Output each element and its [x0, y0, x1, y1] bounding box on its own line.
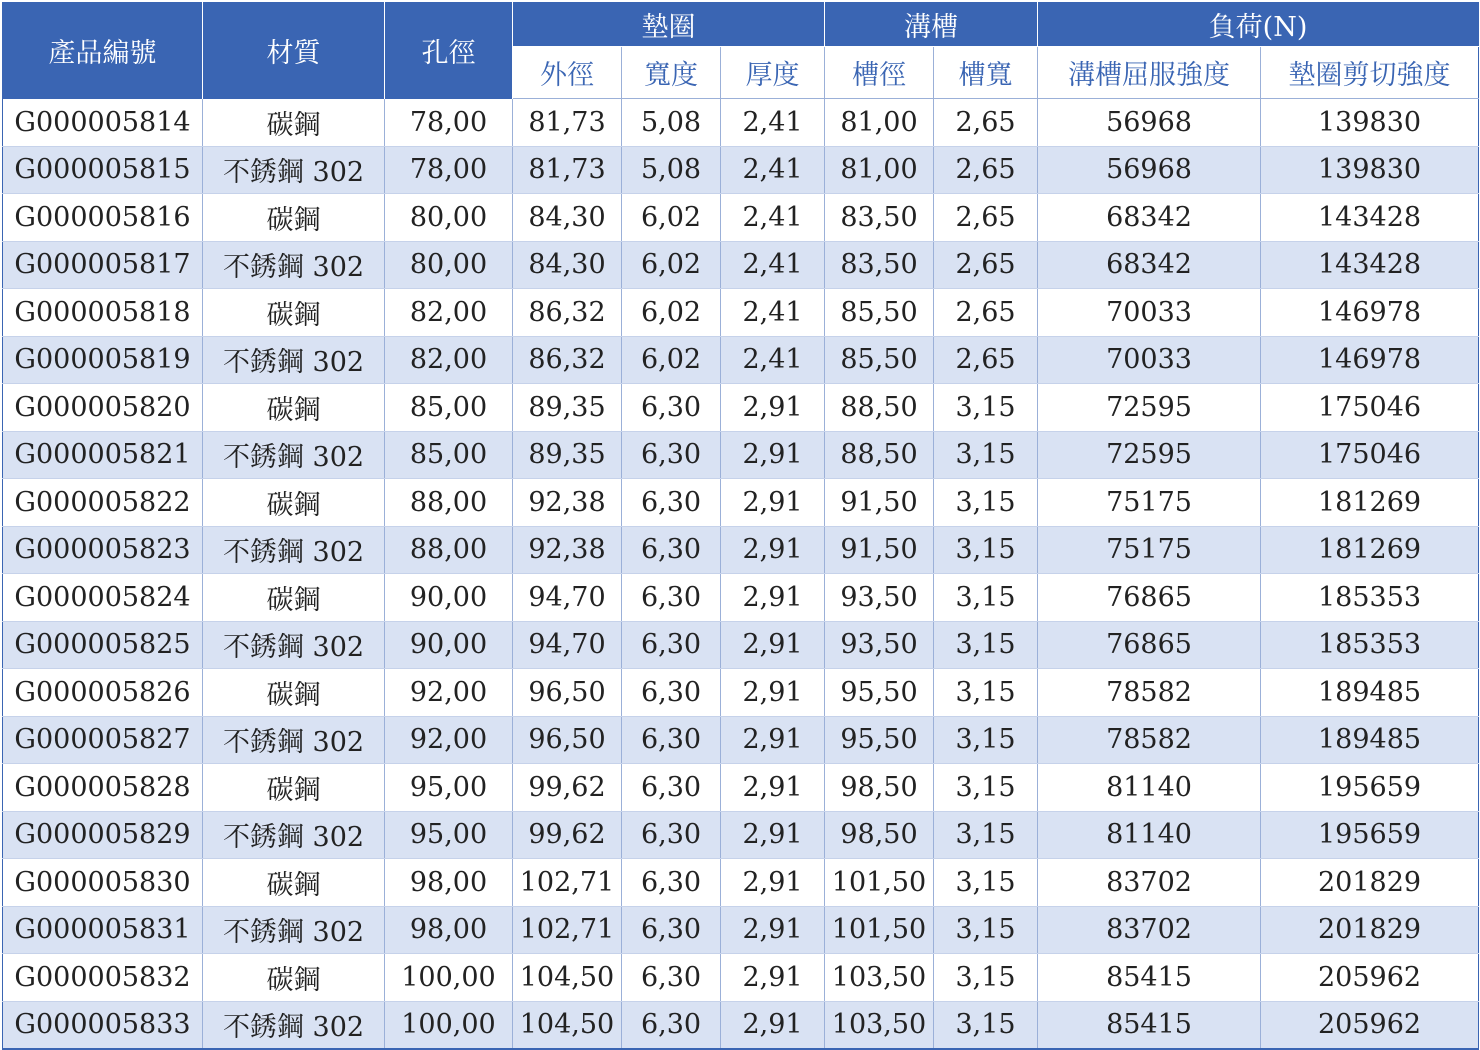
table-row [3, 241, 1479, 289]
groove-width-cell: 2,65 [934, 194, 1038, 242]
groove-diameter-cell: 101,50 [825, 906, 934, 954]
washer-thickness-cell: 2,41 [721, 99, 825, 147]
header-load-groove-yield: 溝槽屈服強度 [1038, 47, 1261, 99]
washer-thickness-cell: 2,91 [721, 716, 825, 764]
table-row [3, 289, 1479, 337]
washer-thickness-cell: 2,91 [721, 574, 825, 622]
groove-width-cell: 3,15 [934, 1001, 1038, 1049]
washer-outer-cell: 89,35 [513, 431, 622, 479]
material-cell: 不銹鋼 302 [203, 906, 385, 954]
groove-diameter-cell: 98,50 [825, 811, 934, 859]
material-cell: 不銹鋼 302 [203, 621, 385, 669]
bore-cell: 80,00 [385, 194, 513, 242]
groove-width-cell: 3,15 [934, 716, 1038, 764]
groove-width-cell: 2,65 [934, 241, 1038, 289]
washer-outer-cell: 96,50 [513, 716, 622, 764]
material-cell: 不銹鋼 302 [203, 716, 385, 764]
header-load-washer-shear: 墊圈剪切強度 [1261, 47, 1479, 99]
washer-outer-cell: 86,32 [513, 289, 622, 337]
header-product-no: 產品編號 [3, 2, 203, 99]
header-groove-diameter: 槽徑 [825, 47, 934, 99]
washer-thickness-cell: 2,91 [721, 384, 825, 432]
washer-width-cell: 6,30 [622, 479, 721, 527]
washer-width-cell: 6,30 [622, 1001, 721, 1049]
material-cell: 碳鋼 [203, 764, 385, 812]
washer-width-cell: 6,30 [622, 716, 721, 764]
product-no-cell: G000005817 [3, 241, 203, 289]
table-row [3, 479, 1479, 527]
washer-shear-cell: 201829 [1261, 906, 1479, 954]
groove-diameter-cell: 93,50 [825, 574, 934, 622]
table-header [3, 2, 1479, 99]
material-cell: 不銹鋼 302 [203, 146, 385, 194]
washer-shear-cell: 189485 [1261, 716, 1479, 764]
product-no-cell: G000005826 [3, 669, 203, 717]
table-row [3, 859, 1479, 907]
groove-width-cell: 2,65 [934, 99, 1038, 147]
washer-outer-cell: 104,50 [513, 954, 622, 1002]
material-cell: 碳鋼 [203, 669, 385, 717]
header-material: 材質 [203, 2, 385, 99]
washer-outer-cell: 94,70 [513, 574, 622, 622]
washer-outer-cell: 96,50 [513, 669, 622, 717]
groove-diameter-cell: 95,50 [825, 669, 934, 717]
bore-cell: 85,00 [385, 384, 513, 432]
table-row [3, 906, 1479, 954]
groove-yield-cell: 75175 [1038, 479, 1261, 527]
groove-yield-cell: 70033 [1038, 289, 1261, 337]
washer-outer-cell: 102,71 [513, 859, 622, 907]
groove-diameter-cell: 93,50 [825, 621, 934, 669]
washer-outer-cell: 89,35 [513, 384, 622, 432]
washer-shear-cell: 139830 [1261, 99, 1479, 147]
groove-yield-cell: 76865 [1038, 574, 1261, 622]
washer-thickness-cell: 2,41 [721, 336, 825, 384]
product-no-cell: G000005832 [3, 954, 203, 1002]
bore-cell: 98,00 [385, 906, 513, 954]
washer-thickness-cell: 2,41 [721, 289, 825, 337]
groove-yield-cell: 56968 [1038, 146, 1261, 194]
washer-width-cell: 6,30 [622, 811, 721, 859]
header-groove-group: 溝槽 [825, 2, 1038, 47]
washer-width-cell: 6,30 [622, 906, 721, 954]
material-cell: 不銹鋼 302 [203, 336, 385, 384]
table-body [3, 99, 1479, 1050]
washer-shear-cell: 181269 [1261, 526, 1479, 574]
washer-outer-cell: 92,38 [513, 526, 622, 574]
washer-shear-cell: 175046 [1261, 431, 1479, 479]
groove-width-cell: 3,15 [934, 526, 1038, 574]
bore-cell: 78,00 [385, 146, 513, 194]
table-row [3, 384, 1479, 432]
washer-thickness-cell: 2,91 [721, 526, 825, 574]
groove-width-cell: 2,65 [934, 336, 1038, 384]
header-bore: 孔徑 [385, 2, 513, 99]
washer-outer-cell: 84,30 [513, 241, 622, 289]
washer-shear-cell: 189485 [1261, 669, 1479, 717]
washer-shear-cell: 143428 [1261, 241, 1479, 289]
bore-cell: 90,00 [385, 574, 513, 622]
product-no-cell: G000005820 [3, 384, 203, 432]
washer-thickness-cell: 2,41 [721, 146, 825, 194]
product-no-cell: G000005830 [3, 859, 203, 907]
groove-width-cell: 3,15 [934, 479, 1038, 527]
bore-cell: 100,00 [385, 954, 513, 1002]
groove-yield-cell: 76865 [1038, 621, 1261, 669]
groove-width-cell: 3,15 [934, 431, 1038, 479]
groove-yield-cell: 56968 [1038, 99, 1261, 147]
washer-thickness-cell: 2,91 [721, 669, 825, 717]
groove-diameter-cell: 103,50 [825, 1001, 934, 1049]
bore-cell: 92,00 [385, 716, 513, 764]
material-cell: 不銹鋼 302 [203, 1001, 385, 1049]
table-row [3, 954, 1479, 1002]
header-groove-width: 槽寬 [934, 47, 1038, 99]
groove-width-cell: 3,15 [934, 384, 1038, 432]
table-row [3, 811, 1479, 859]
groove-yield-cell: 78582 [1038, 716, 1261, 764]
washer-shear-cell: 146978 [1261, 289, 1479, 337]
washer-shear-cell: 143428 [1261, 194, 1479, 242]
bore-cell: 92,00 [385, 669, 513, 717]
washer-shear-cell: 181269 [1261, 479, 1479, 527]
table-row [3, 194, 1479, 242]
groove-yield-cell: 72595 [1038, 431, 1261, 479]
product-no-cell: G000005828 [3, 764, 203, 812]
washer-thickness-cell: 2,41 [721, 241, 825, 289]
groove-diameter-cell: 81,00 [825, 99, 934, 147]
washer-outer-cell: 86,32 [513, 336, 622, 384]
bore-cell: 95,00 [385, 811, 513, 859]
product-no-cell: G000005816 [3, 194, 203, 242]
washer-shear-cell: 195659 [1261, 811, 1479, 859]
washer-shear-cell: 146978 [1261, 336, 1479, 384]
groove-diameter-cell: 81,00 [825, 146, 934, 194]
bore-cell: 85,00 [385, 431, 513, 479]
washer-width-cell: 6,02 [622, 289, 721, 337]
spec-table [2, 2, 1479, 1050]
washer-outer-cell: 102,71 [513, 906, 622, 954]
groove-width-cell: 3,15 [934, 859, 1038, 907]
product-no-cell: G000005825 [3, 621, 203, 669]
product-no-cell: G000005818 [3, 289, 203, 337]
groove-width-cell: 3,15 [934, 669, 1038, 717]
table-row [3, 431, 1479, 479]
groove-diameter-cell: 88,50 [825, 431, 934, 479]
groove-width-cell: 2,65 [934, 289, 1038, 337]
material-cell: 不銹鋼 302 [203, 526, 385, 574]
bore-cell: 82,00 [385, 289, 513, 337]
washer-shear-cell: 195659 [1261, 764, 1479, 812]
groove-width-cell: 3,15 [934, 574, 1038, 622]
product-no-cell: G000005827 [3, 716, 203, 764]
product-no-cell: G000005821 [3, 431, 203, 479]
table-row [3, 1001, 1479, 1049]
washer-width-cell: 6,30 [622, 574, 721, 622]
groove-diameter-cell: 85,50 [825, 289, 934, 337]
groove-yield-cell: 83702 [1038, 906, 1261, 954]
washer-shear-cell: 185353 [1261, 574, 1479, 622]
washer-thickness-cell: 2,91 [721, 859, 825, 907]
groove-yield-cell: 72595 [1038, 384, 1261, 432]
product-no-cell: G000005824 [3, 574, 203, 622]
product-no-cell: G000005823 [3, 526, 203, 574]
washer-width-cell: 6,30 [622, 669, 721, 717]
washer-width-cell: 6,30 [622, 621, 721, 669]
washer-width-cell: 6,30 [622, 764, 721, 812]
material-cell: 不銹鋼 302 [203, 811, 385, 859]
washer-width-cell: 6,30 [622, 954, 721, 1002]
washer-outer-cell: 104,50 [513, 1001, 622, 1049]
groove-diameter-cell: 83,50 [825, 194, 934, 242]
table-row [3, 526, 1479, 574]
bore-cell: 82,00 [385, 336, 513, 384]
groove-width-cell: 3,15 [934, 811, 1038, 859]
material-cell: 碳鋼 [203, 574, 385, 622]
groove-yield-cell: 85415 [1038, 954, 1261, 1002]
washer-outer-cell: 81,73 [513, 99, 622, 147]
material-cell: 碳鋼 [203, 384, 385, 432]
groove-width-cell: 3,15 [934, 906, 1038, 954]
groove-diameter-cell: 101,50 [825, 859, 934, 907]
groove-diameter-cell: 103,50 [825, 954, 934, 1002]
washer-shear-cell: 139830 [1261, 146, 1479, 194]
washer-shear-cell: 201829 [1261, 859, 1479, 907]
groove-diameter-cell: 91,50 [825, 526, 934, 574]
material-cell: 碳鋼 [203, 289, 385, 337]
material-cell: 碳鋼 [203, 479, 385, 527]
bore-cell: 80,00 [385, 241, 513, 289]
material-cell: 不銹鋼 302 [203, 241, 385, 289]
header-washer-group: 墊圈 [513, 2, 825, 47]
groove-diameter-cell: 83,50 [825, 241, 934, 289]
groove-yield-cell: 83702 [1038, 859, 1261, 907]
washer-shear-cell: 185353 [1261, 621, 1479, 669]
washer-outer-cell: 92,38 [513, 479, 622, 527]
washer-shear-cell: 175046 [1261, 384, 1479, 432]
groove-yield-cell: 78582 [1038, 669, 1261, 717]
groove-yield-cell: 68342 [1038, 241, 1261, 289]
header-washer-thickness: 厚度 [721, 47, 825, 99]
product-no-cell: G000005829 [3, 811, 203, 859]
groove-diameter-cell: 85,50 [825, 336, 934, 384]
washer-width-cell: 6,02 [622, 336, 721, 384]
bore-cell: 98,00 [385, 859, 513, 907]
washer-thickness-cell: 2,91 [721, 1001, 825, 1049]
groove-width-cell: 3,15 [934, 764, 1038, 812]
groove-width-cell: 2,65 [934, 146, 1038, 194]
groove-diameter-cell: 95,50 [825, 716, 934, 764]
washer-width-cell: 6,02 [622, 241, 721, 289]
material-cell: 碳鋼 [203, 859, 385, 907]
groove-diameter-cell: 98,50 [825, 764, 934, 812]
washer-outer-cell: 81,73 [513, 146, 622, 194]
table-row [3, 336, 1479, 384]
washer-thickness-cell: 2,91 [721, 811, 825, 859]
bore-cell: 78,00 [385, 99, 513, 147]
header-load-group: 負荷(N) [1038, 2, 1479, 47]
table-row [3, 146, 1479, 194]
washer-shear-cell: 205962 [1261, 954, 1479, 1002]
table-row [3, 574, 1479, 622]
washer-outer-cell: 94,70 [513, 621, 622, 669]
washer-outer-cell: 99,62 [513, 764, 622, 812]
washer-thickness-cell: 2,91 [721, 764, 825, 812]
washer-thickness-cell: 2,91 [721, 479, 825, 527]
washer-width-cell: 6,30 [622, 384, 721, 432]
groove-width-cell: 3,15 [934, 621, 1038, 669]
washer-width-cell: 5,08 [622, 146, 721, 194]
material-cell: 碳鋼 [203, 194, 385, 242]
product-no-cell: G000005831 [3, 906, 203, 954]
product-no-cell: G000005814 [3, 99, 203, 147]
table-row [3, 669, 1479, 717]
washer-thickness-cell: 2,91 [721, 906, 825, 954]
washer-width-cell: 5,08 [622, 99, 721, 147]
table-row [3, 99, 1479, 147]
groove-diameter-cell: 91,50 [825, 479, 934, 527]
washer-thickness-cell: 2,91 [721, 954, 825, 1002]
table-row [3, 621, 1479, 669]
header-washer-width: 寬度 [622, 47, 721, 99]
washer-width-cell: 6,30 [622, 859, 721, 907]
washer-thickness-cell: 2,91 [721, 621, 825, 669]
groove-yield-cell: 81140 [1038, 764, 1261, 812]
material-cell: 碳鋼 [203, 954, 385, 1002]
washer-width-cell: 6,30 [622, 431, 721, 479]
product-no-cell: G000005819 [3, 336, 203, 384]
washer-thickness-cell: 2,41 [721, 194, 825, 242]
washer-outer-cell: 84,30 [513, 194, 622, 242]
product-no-cell: G000005822 [3, 479, 203, 527]
bore-cell: 90,00 [385, 621, 513, 669]
washer-shear-cell: 205962 [1261, 1001, 1479, 1049]
bore-cell: 88,00 [385, 479, 513, 527]
groove-yield-cell: 85415 [1038, 1001, 1261, 1049]
washer-width-cell: 6,30 [622, 526, 721, 574]
material-cell: 不銹鋼 302 [203, 431, 385, 479]
washer-width-cell: 6,02 [622, 194, 721, 242]
groove-width-cell: 3,15 [934, 954, 1038, 1002]
table-row [3, 716, 1479, 764]
groove-yield-cell: 70033 [1038, 336, 1261, 384]
groove-yield-cell: 75175 [1038, 526, 1261, 574]
groove-yield-cell: 81140 [1038, 811, 1261, 859]
material-cell: 碳鋼 [203, 99, 385, 147]
washer-thickness-cell: 2,91 [721, 431, 825, 479]
groove-yield-cell: 68342 [1038, 194, 1261, 242]
bore-cell: 95,00 [385, 764, 513, 812]
header-washer-outer: 外徑 [513, 47, 622, 99]
washer-outer-cell: 99,62 [513, 811, 622, 859]
bore-cell: 88,00 [385, 526, 513, 574]
product-no-cell: G000005833 [3, 1001, 203, 1049]
groove-diameter-cell: 88,50 [825, 384, 934, 432]
table-row [3, 764, 1479, 812]
product-no-cell: G000005815 [3, 146, 203, 194]
bore-cell: 100,00 [385, 1001, 513, 1049]
